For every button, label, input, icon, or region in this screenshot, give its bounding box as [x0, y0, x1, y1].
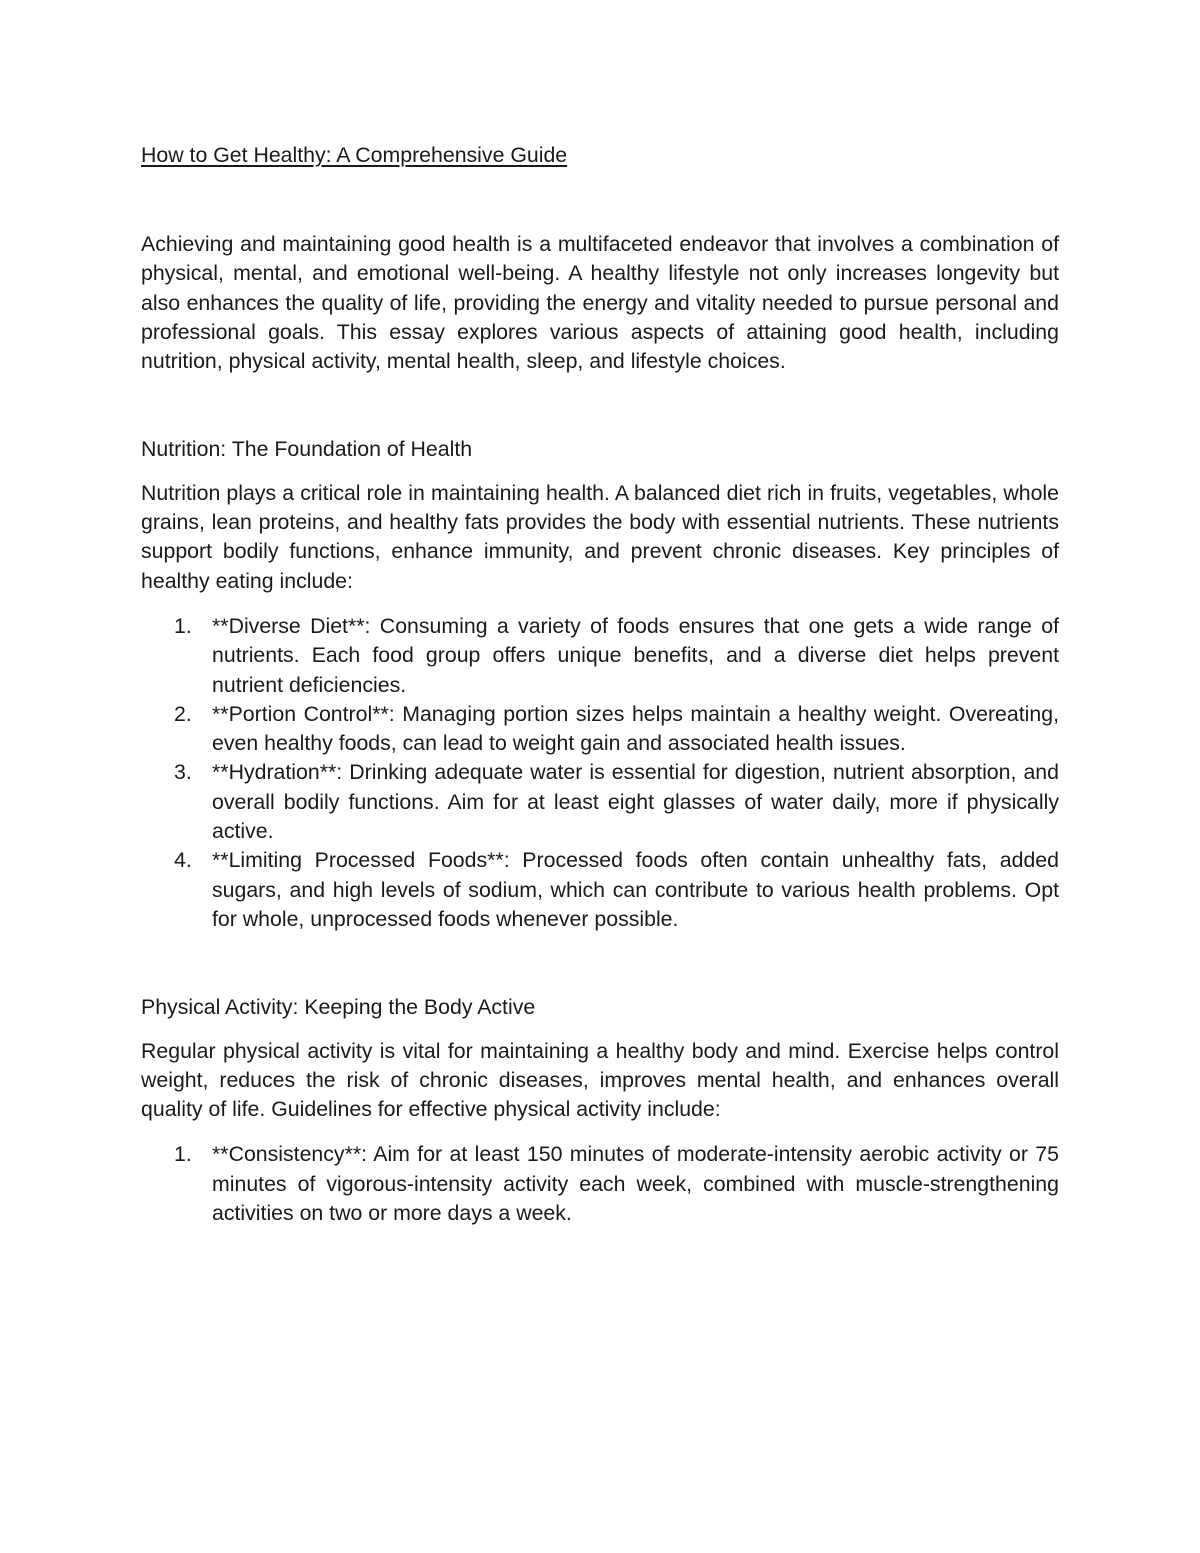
list-item-text: **Hydration**: Drinking adequate water is essential for digestion, nutrient absorption, and overall bodily functions. Aim for at least eight glasses of water daily, more if physically active. — [212, 760, 1059, 844]
section-paragraph: Regular physical activity is vital for maintaining a healthy body and mind. Exercise helps control weight, reduces the risk of chronic diseases, improves mental health, and enhances overall quality of life. Guidelines for effective physical activity include: — [141, 1038, 1059, 1122]
section-heading: Nutrition: The Foundation of Health — [141, 437, 473, 462]
section-paragraph: Nutrition plays a critical role in maintaining health. A balanced diet rich in fruits, vegetables, whole grains, lean proteins, and healthy fats provides the body with essential nutrients. These nutrients support bodily functions, enhance immunity, and prevent chronic diseases. Key principles of healthy eating include: — [141, 480, 1059, 593]
section-nutrition — [141, 435, 1059, 934]
list-item-number: 1. — [174, 1142, 192, 1167]
intro-paragraph: Achieving and maintaining good health is a multifaceted endeavor that involves a combination of physical, mental, and emotional well-being. A healthy lifestyle not only increases longevity but also enhances the quality of life, providing the energy and vitality needed to pursue personal and professional goals. This essay explores various aspects of attaining good health, including nutrition, physical activity, mental health, sleep, and lifestyle choices. — [141, 232, 1059, 374]
list-item — [141, 700, 1059, 759]
list-item-number: 4. — [174, 848, 192, 873]
nutrition-list — [141, 612, 1059, 934]
list-item-number: 1. — [174, 613, 192, 638]
list-item-number: 2. — [174, 701, 192, 726]
list-item-number: 3. — [174, 760, 192, 785]
physical-activity-list — [141, 1140, 1059, 1228]
list-item — [141, 1140, 1059, 1228]
section-heading: Physical Activity: Keeping the Body Active — [141, 995, 536, 1020]
list-item-text: **Limiting Processed Foods**: Processed foods often contain unhealthy fats, added sugars, and high levels of sodium, which can contribute to various health problems. Opt for whole, unprocessed foods whenever possible. — [212, 848, 1059, 931]
list-item-text: **Portion Control**: Managing portion sizes helps maintain a healthy weight. Overeating, even healthy foods, can lead to weight gain and associated health issues. — [212, 701, 1059, 756]
document-title: How to Get Healthy: A Comprehensive Guide — [141, 143, 568, 167]
list-item — [141, 846, 1059, 934]
list-item — [141, 758, 1059, 846]
list-item-text: **Consistency**: Aim for at least 150 minutes of moderate-intensity aerobic activity or 75 minutes of vigorous-intensity activity each week, combined with muscle-strengthening activities on two or more days a week. — [212, 1142, 1059, 1226]
section-physical-activity — [141, 993, 1059, 1228]
list-item — [141, 612, 1059, 700]
document-page — [141, 139, 1059, 1228]
list-item-text: **Diverse Diet**: Consuming a variety of foods ensures that one gets a wide range of nutrients. Each food group offers unique benefits, and a diverse diet helps prevent nutrient deficiencies. — [212, 613, 1059, 697]
